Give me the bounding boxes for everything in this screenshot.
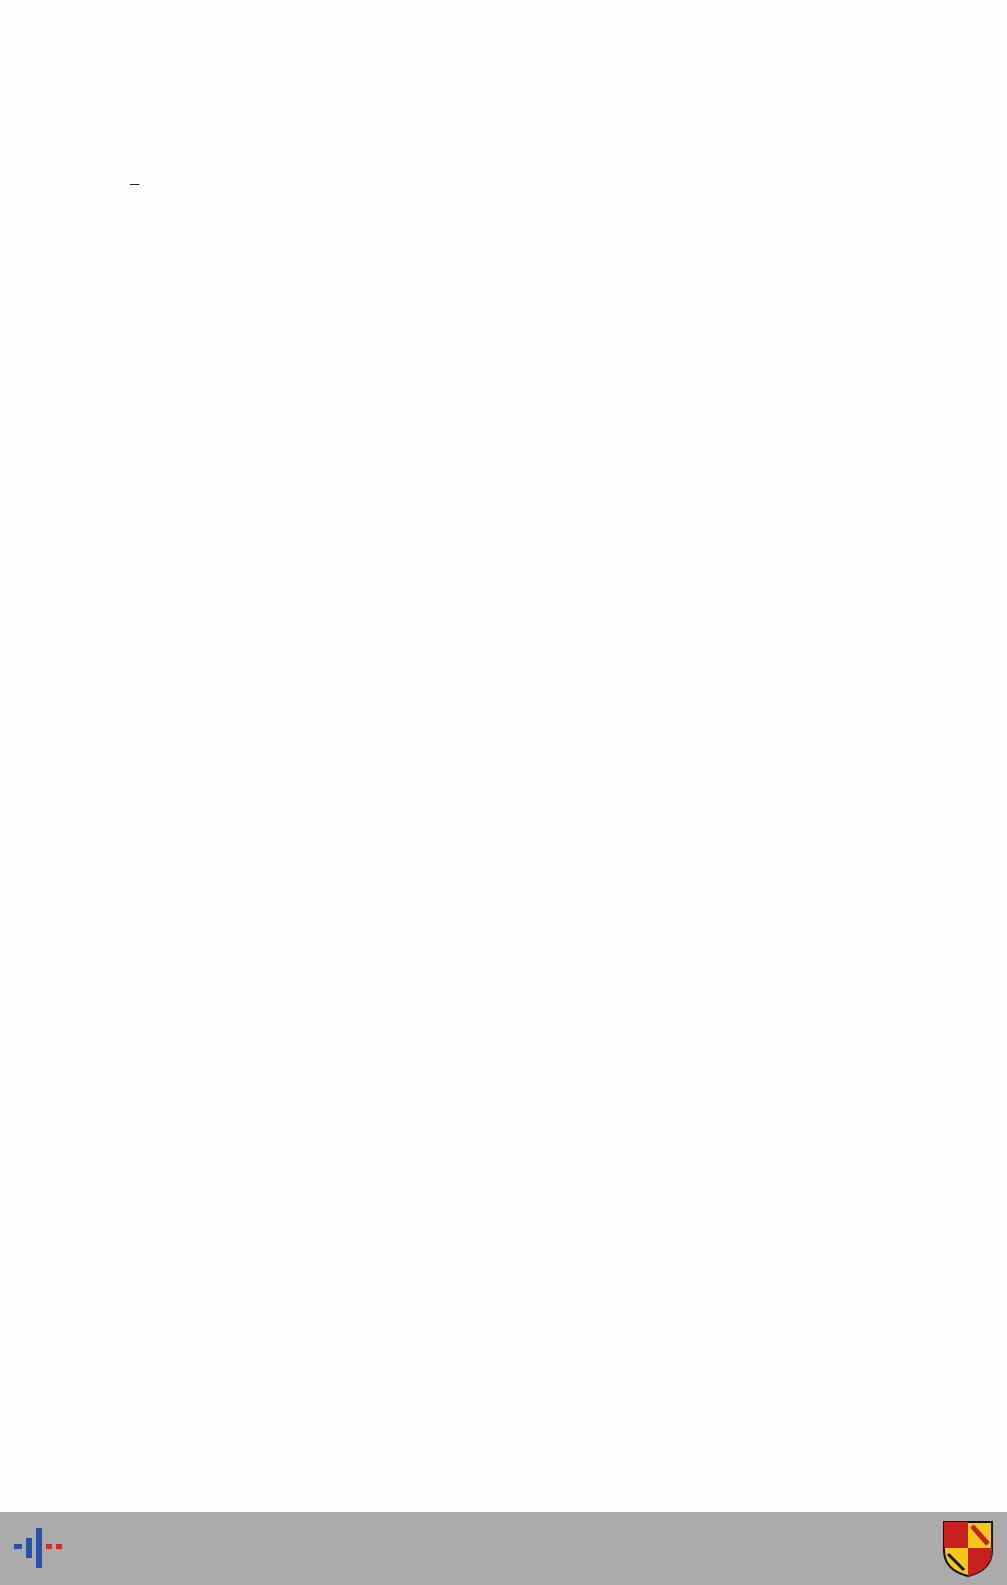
library-logo-icon[interactable] xyxy=(12,1524,64,1572)
footer-bar xyxy=(0,1512,1007,1585)
coat-of-arms-icon xyxy=(942,1520,994,1578)
text-column: – xyxy=(130,173,140,194)
